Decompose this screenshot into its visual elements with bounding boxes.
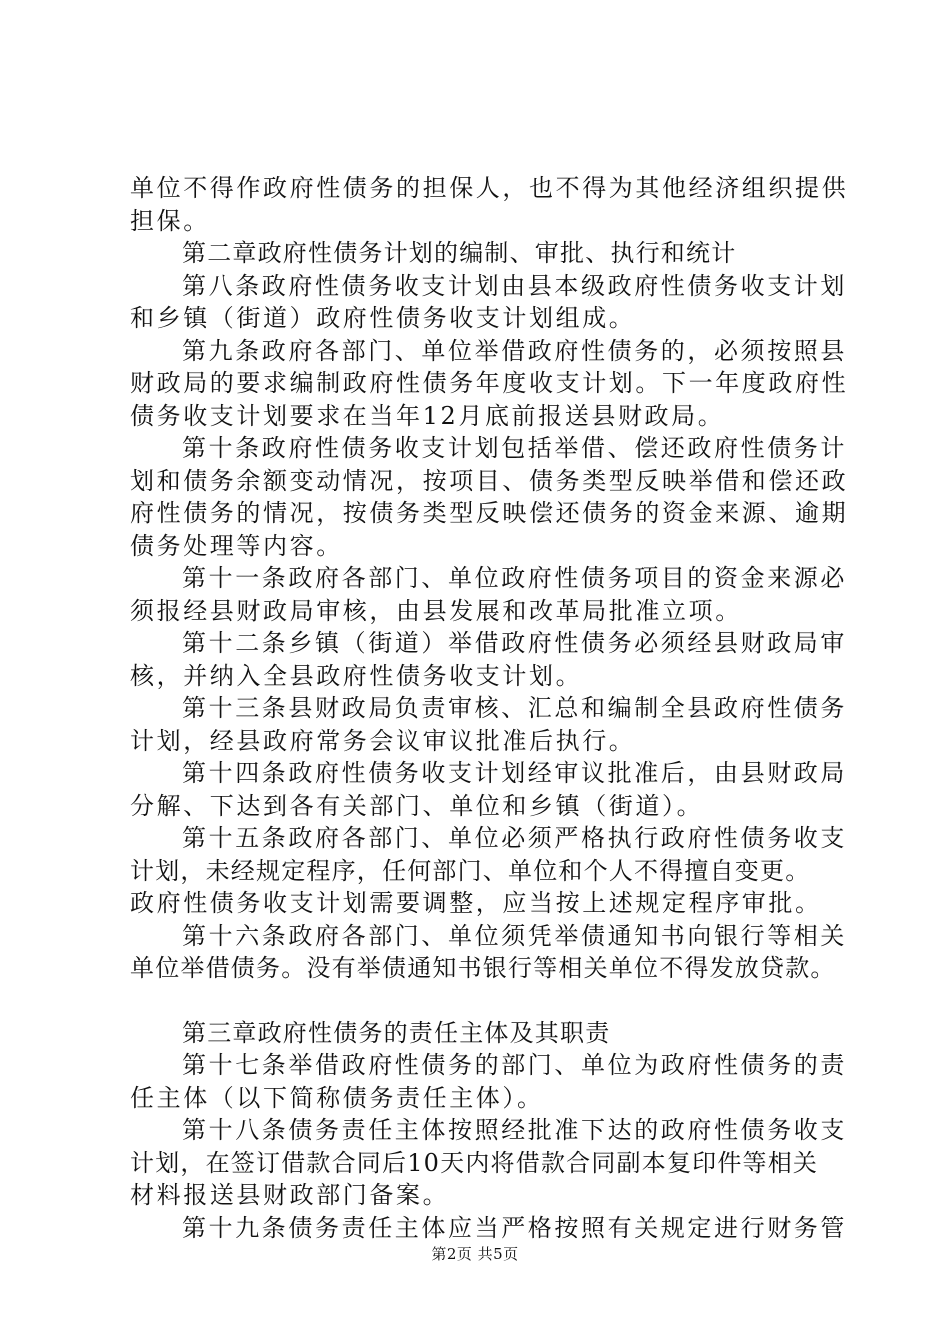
text-line: 第十九条债务责任主体应当严格按照有关规定进行财务管	[182, 1213, 847, 1242]
text-line: 单位不得作政府性债务的担保人，也不得为其他经济组织提供	[130, 174, 849, 202]
text-line: 须报经县财政局审核，由县发展和改革局批准立项。	[130, 596, 742, 625]
text-line: 第十六条政府各部门、单位须凭举债通知书向银行等相关	[182, 921, 847, 950]
text-line: 第十三条县财政局负责审核、汇总和编制全县政府性债务	[182, 694, 847, 722]
chapter-heading: 第三章政府性债务的责任主体及其职责	[182, 1018, 611, 1047]
text-line: 计划，未经规定程序，任何部门、单位和个人不得擅自变更。	[130, 856, 811, 885]
text-line: 第十二条乡镇（街道）举借政府性债务必须经县财政局审	[182, 629, 847, 657]
text-line: 第八条政府性债务收支计划由县本级政府性债务收支计划	[182, 271, 847, 300]
text-line: 任主体（以下简称债务责任主体）。	[130, 1083, 544, 1112]
text-line: 划和债务余额变动情况，按项目、债务类型反映举借和偿还政	[130, 466, 849, 495]
text-line: 财政局的要求编制政府性债务年度收支计划。下一年度政府性	[130, 369, 849, 397]
text-line: 材料报送县财政部门备案。	[130, 1181, 450, 1209]
text-line: 第十八条债务责任主体按照经批准下达的政府性债务收支	[182, 1116, 847, 1144]
text-line: 担保。	[130, 206, 210, 235]
text-line: 第十五条政府各部门、单位必须严格执行政府性债务收支	[182, 824, 847, 852]
text-line: 第十条政府性债务收支计划包括举借、偿还政府性债务计	[182, 434, 847, 462]
text-line: 债务处理等内容。	[130, 531, 343, 560]
chapter-heading: 第二章政府性债务计划的编制、审批、执行和统计	[182, 239, 737, 267]
text-line: 第十七条举借政府性债务的部门、单位为政府性债务的责	[182, 1051, 847, 1079]
text-line: 第九条政府各部门、单位举借政府性债务的，必须按照县	[182, 336, 847, 365]
text-line: 政府性债务收支计划需要调整，应当按上述规定程序审批。	[130, 889, 822, 917]
text-line: 核，并纳入全县政府性债务收支计划。	[130, 661, 583, 690]
text-line: 计划，经县政府常务会议审议批准后执行。	[130, 726, 636, 755]
document-body	[130, 172, 849, 1244]
text-line: 第十四条政府性债务收支计划经审议批准后，由县财政局	[182, 759, 847, 787]
paragraph-gap	[130, 985, 835, 1017]
text-line: 第十一条政府各部门、单位政府性债务项目的资金来源必	[182, 564, 847, 592]
text-line: 府性债务的情况，按债务类型反映偿还债务的资金来源、逾期	[130, 499, 849, 527]
page-footer	[0, 1243, 950, 1264]
text-line: 和乡镇（街道）政府性债务收支计划组成。	[130, 304, 636, 332]
text-line: 分解、下达到各有关部门、单位和乡镇（街道）。	[130, 791, 704, 820]
page-indicator: 第2页 共5页	[431, 1245, 519, 1263]
text-line: 债务收支计划要求在当年12月底前报送县财政局。	[130, 401, 725, 430]
text-line: 计划，在签订借款合同后10天内将借款合同副本复印件等相关	[130, 1148, 819, 1177]
text-line: 单位举借债务。没有举债通知书银行等相关单位不得发放贷款。	[130, 954, 836, 982]
